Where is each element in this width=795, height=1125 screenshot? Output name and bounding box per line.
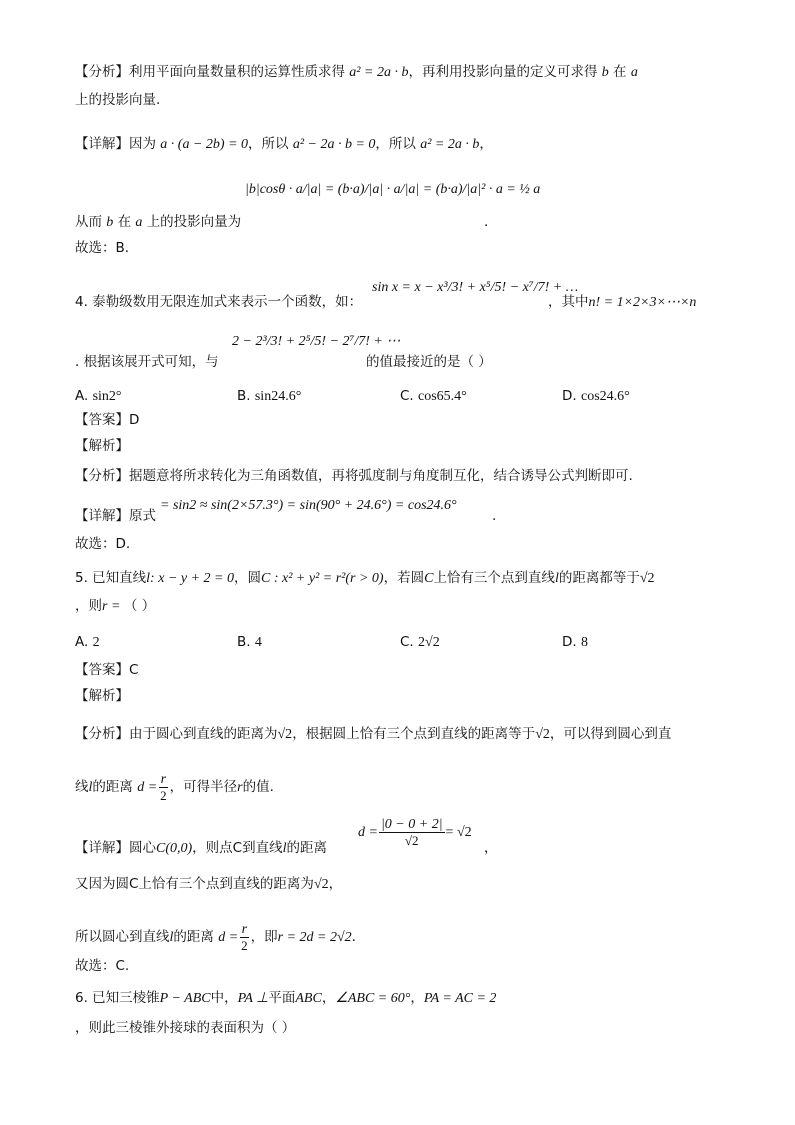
formula: l — [169, 930, 174, 945]
formula: PA = AC = 2 — [423, 991, 497, 1006]
option-letter: D. — [562, 634, 577, 650]
q5-analysis-line-2 — [75, 770, 274, 805]
projection-formula: |b|cosθ · a/|a| = (b·a)/|a| · a/|a| = (b·a)/|a|² · a = ½ a — [245, 182, 541, 197]
q5-detail-line-2 — [75, 874, 342, 895]
detail-text: ，所以 — [248, 136, 289, 152]
formula: √2 — [535, 727, 550, 742]
question-stem: ， — [410, 990, 424, 1006]
period: . — [484, 214, 489, 230]
q4-detail — [75, 506, 156, 526]
formula: a — [135, 215, 143, 230]
option-c[interactable] — [400, 386, 467, 407]
option-letter: C. — [400, 634, 414, 650]
q4-answer — [75, 410, 139, 430]
formula: √2 — [277, 727, 293, 742]
question-stem: ，其中 — [548, 294, 589, 310]
formula: √2 — [639, 571, 655, 586]
option-letter: D. — [562, 388, 577, 404]
formula: b — [106, 215, 114, 230]
analysis-text: ，再利用投影向量的定义可求得 — [408, 64, 598, 80]
q4-analysis — [75, 466, 633, 486]
option-letter: A. — [75, 634, 89, 650]
q5-analysis-line-1 — [75, 724, 671, 745]
formula: l — [554, 571, 559, 586]
analysis-text: 上的投影向量. — [75, 92, 161, 108]
comma: ， — [484, 840, 498, 856]
detail-text: ， — [328, 876, 343, 892]
detail-text: ，所以 — [375, 136, 416, 152]
option-d[interactable] — [562, 386, 630, 407]
detail-text: 又因为圆C上恰有三个点到直线的距离为 — [75, 876, 314, 892]
question-stem: 的距离都等于 — [558, 570, 640, 586]
question-stem: 6. 已知三棱锥 — [75, 990, 160, 1006]
question-stem: 5. 已知直线 — [75, 570, 147, 586]
numerator: r — [241, 921, 248, 937]
answer-label: 【答案】 — [75, 412, 129, 428]
taylor-formula: sin x = x − x³/3! + x⁵/5! − x⁷/7! + … — [372, 280, 579, 295]
q5-detail-line-1 — [75, 838, 327, 859]
q5-answer — [75, 660, 138, 680]
question-stem: ，圆 — [234, 570, 261, 586]
analysis-text: 由于圆心到直线的距离为 — [129, 726, 278, 742]
analysis-label: 【分析】 — [75, 726, 129, 742]
formula: = √2 — [445, 825, 472, 840]
q5-distance-formula — [358, 812, 472, 853]
q4-choose: 故选：D. — [75, 536, 131, 552]
detail-text: 从而 — [75, 214, 102, 230]
analysis-text: ，可得半径 — [169, 779, 238, 795]
question-stem: 上恰有三个点到直线 — [433, 570, 555, 586]
formula: d = — [218, 930, 239, 945]
formula: a — [630, 65, 638, 80]
q4-stem-line-1 — [75, 292, 362, 312]
formula: b — [601, 65, 609, 80]
option-a[interactable] — [75, 386, 122, 407]
detail-label: 【详解】 — [75, 840, 129, 856]
analysis-text: 利用平面向量数量积的运算性质求得 — [129, 64, 345, 80]
formula: ∠ABC = 60° — [335, 991, 411, 1006]
q4-stem-line-2 — [75, 352, 219, 372]
question-stem: 平面 — [268, 990, 296, 1006]
formula: d = — [137, 780, 158, 795]
q3-detail-line-2 — [75, 212, 241, 233]
fraction — [158, 772, 169, 803]
formula: a · (a − 2b) = 0 — [160, 137, 249, 152]
detail-label: 【详解】 — [75, 136, 129, 152]
period: . — [492, 508, 497, 524]
formula: √2 — [313, 877, 329, 892]
formula: d = — [358, 825, 378, 840]
formula: PA ⊥ — [237, 991, 269, 1006]
detail-text: 圆心 — [129, 840, 156, 856]
q5-choose: 故选：C. — [75, 958, 130, 974]
numerator: r — [160, 771, 167, 787]
answer-label: 【答案】 — [75, 662, 129, 678]
detail-text: 的距离 — [286, 840, 327, 856]
option-letter: A. — [75, 388, 89, 404]
question-stem: ，若圆 — [383, 570, 425, 586]
formula: l — [282, 841, 287, 856]
analysis-label: 【分析】 — [75, 64, 129, 80]
q6-stem-line-1 — [75, 988, 496, 1009]
analysis-text: 据题意将所求转化为三角函数值，再将弧度制与角度制互化，结合诱导公式判断即可. — [129, 468, 633, 484]
analysis-text: ，可以得到圆心到直 — [549, 726, 672, 742]
formula: P − ABC — [159, 991, 211, 1006]
answer-value: C — [129, 662, 139, 678]
q5-stem-line-2 — [75, 596, 155, 617]
formula: r = 2d = 2√2 — [277, 930, 352, 945]
answer-value: D — [129, 412, 140, 428]
q6-stem-line-2: ，则此三棱锥外接球的表面积为（ ） — [75, 1020, 296, 1036]
line-formula: l: x − y + 2 = 0 — [146, 571, 234, 586]
option-value: 2√2 — [418, 635, 440, 650]
q4-stem-tail — [548, 292, 696, 313]
denominator: 2 — [241, 937, 248, 953]
q5-stem-line-1 — [75, 568, 655, 589]
formula: r = — [102, 599, 124, 614]
option-letter: B. — [237, 634, 251, 650]
formula: a² = 2a · b — [420, 137, 480, 152]
option-letter: B. — [237, 388, 251, 404]
fraction — [239, 922, 250, 953]
formula: l — [88, 780, 93, 795]
formula: C — [424, 571, 434, 586]
option-value: 4 — [254, 635, 262, 650]
question-stem: 中， — [210, 990, 238, 1006]
detail-text: 原式 — [129, 508, 156, 524]
analysis-text: 在 — [613, 64, 627, 80]
analysis-text: 线 — [75, 779, 89, 795]
factorial-formula: n! = 1×2×3×⋯×n — [588, 295, 697, 310]
option-value: cos65.4° — [418, 389, 467, 404]
q3-detail-line — [75, 134, 493, 155]
series-formula: 2 − 2³/3! + 2⁵/5! − 2⁷/7! + ⋯ — [232, 334, 401, 349]
detail-text: 的距离 — [173, 929, 214, 945]
detail-text: 在 — [117, 214, 132, 230]
option-value: 8 — [580, 635, 588, 650]
q5-detail-line-3 — [75, 920, 356, 955]
detail-text: ， — [479, 136, 493, 152]
question-stem: 4. 泰勒级数用无限连加式来表示一个函数，如： — [75, 294, 363, 310]
formula: a² = 2a · b — [349, 65, 409, 80]
option-value: cos24.6° — [580, 389, 630, 404]
option-a[interactable] — [75, 632, 100, 653]
analysis-text: ，根据圆上恰有三个点到直线的距离等于 — [292, 726, 536, 742]
detail-text: 因为 — [129, 136, 156, 152]
option-value: sin24.6° — [254, 389, 302, 404]
option-value: sin2° — [92, 389, 122, 404]
option-b[interactable] — [237, 386, 301, 407]
option-value: 2 — [92, 635, 100, 650]
formula: C(0,0) — [156, 841, 193, 856]
analysis-label: 【分析】 — [75, 468, 129, 484]
question-stem: （ ） — [123, 598, 156, 614]
q4-detail-formula: = sin2 ≈ sin(2×57.3°) = sin(90° + 24.6°) = cos24.6° — [160, 498, 457, 513]
q3-choose: 故选：B. — [75, 240, 130, 256]
formula: ABC — [295, 991, 322, 1006]
analysis-text: 的值. — [242, 779, 274, 795]
q3-analysis-line — [75, 62, 638, 83]
detail-text: ，则点C到直线 — [192, 840, 283, 856]
denominator: √2 — [404, 832, 419, 848]
question-stem: . 根据该展开式可知，与 — [75, 354, 219, 370]
option-d[interactable] — [562, 632, 588, 653]
fraction — [379, 817, 445, 848]
analysis-text: 的距离 — [92, 779, 133, 795]
option-b[interactable] — [237, 632, 262, 653]
option-letter: C. — [400, 388, 414, 404]
detail-text: 所以圆心到直线 — [75, 929, 170, 945]
q5-explain-label: 【解析】 — [75, 688, 129, 704]
question-stem: ， — [321, 990, 336, 1006]
q4-stem-end: 的值最接近的是（ ） — [366, 354, 492, 370]
q4-explain-label: 【解析】 — [75, 438, 129, 454]
numerator: |0 − 0 + 2| — [380, 816, 443, 832]
q3-analysis-line-2 — [75, 90, 160, 110]
formula: r — [237, 780, 243, 795]
circle-formula: C : x² + y² = r²(r > 0) — [261, 571, 384, 586]
detail-text: 上的投影向量为 — [146, 214, 242, 230]
option-c[interactable] — [400, 632, 440, 653]
detail-text: ，即 — [250, 929, 278, 945]
denominator: 2 — [160, 787, 167, 803]
detail-text: . — [351, 929, 356, 945]
detail-label: 【详解】 — [75, 508, 129, 524]
formula: a² − 2a · b = 0 — [292, 137, 376, 152]
question-stem: ，则 — [75, 598, 102, 614]
